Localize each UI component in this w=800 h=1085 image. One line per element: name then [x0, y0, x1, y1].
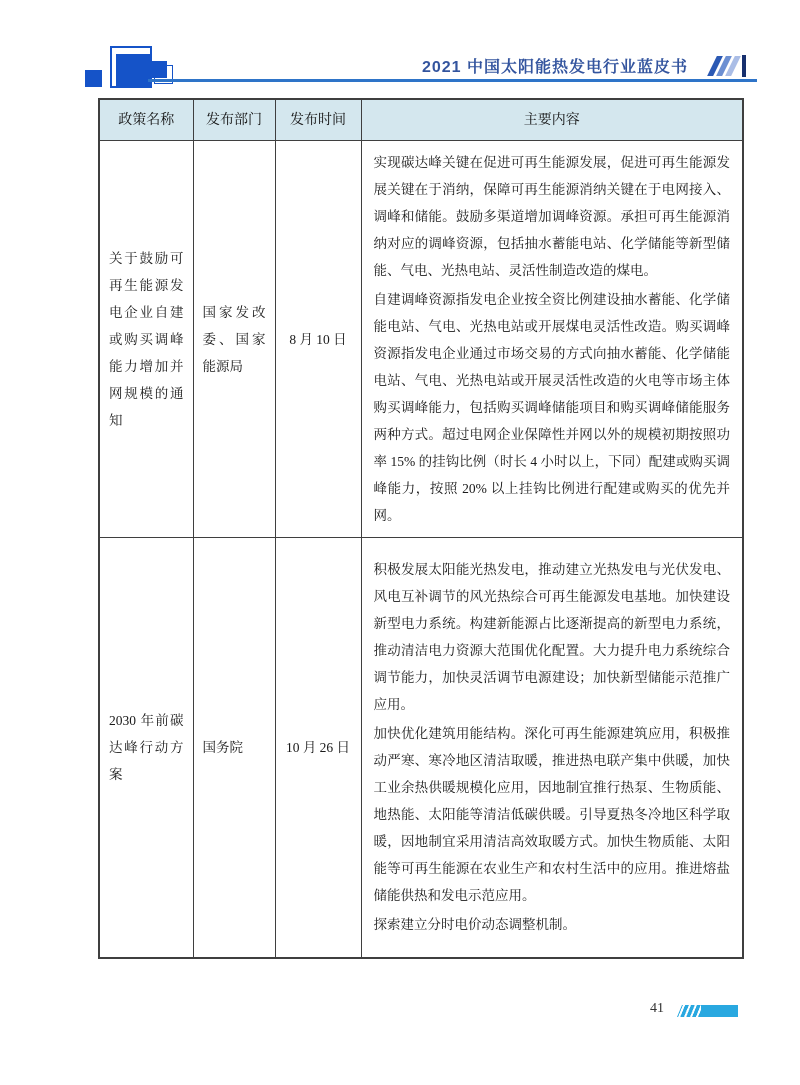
- publish-date-cell: 10 月 26 日: [275, 538, 361, 958]
- table-header-row: [99, 99, 743, 141]
- logo-small-square-right-icon: [150, 61, 167, 78]
- footer-bar-icon: [677, 1005, 738, 1017]
- content-paragraph: 积极发展太阳能光热发电，推动建立光热发电与光伏发电、风电互补调节的风光热综合可再生能源发电基地。加快建设新型电力系统。构建新能源占比逐渐提高的新型电力系统，推动清洁电力资源大范围优化配置。大力提升电力系统综合调节能力，加快灵活调节电源建设；加快新型储能示范推广应用。: [373, 562, 730, 713]
- policy-name-cell: 关于鼓励可再生能源发电企业自建或购买调峰能力增加并网规模的通知: [99, 141, 193, 538]
- column-header-main-content: 主要内容: [361, 99, 743, 141]
- logo-small-square-left-icon: [85, 70, 102, 87]
- header-rule: [148, 79, 757, 82]
- table-row: [99, 538, 743, 958]
- publish-date-cell: 8 月 10 日: [275, 141, 361, 538]
- header-slashes-icon: [712, 55, 746, 77]
- content-paragraph: 探索建立分时电价动态调整机制。: [373, 917, 576, 933]
- column-header-department: 发布部门: [193, 99, 275, 141]
- document-header-title: 2021 中国太阳能热发电行业蓝皮书: [421, 59, 688, 76]
- vertical-bar-icon: [742, 55, 746, 77]
- content-paragraph: 实现碳达峰关键在促进可再生能源发展，促进可再生能源发展关键在于消纳，保障可再生能源消纳关键在于电网接入、调峰和储能。鼓励多渠道增加调峰资源。承担可再生能源消纳对应的调峰资源，包括抽水蓄能电站、化学储能等新型储能、气电、光热电站、灵活性制造改造的煤电。: [373, 155, 730, 278]
- column-header-publish-date: 发布时间: [275, 99, 361, 141]
- publisher-logo: [85, 44, 180, 96]
- logo-solid-square-icon: [116, 54, 150, 88]
- policy-table: [98, 98, 744, 959]
- page-number: 41: [650, 1001, 664, 1016]
- footer-bar-stripes-icon: [677, 1005, 701, 1017]
- content-paragraph: 加快优化建筑用能结构。深化可再生能源建筑应用，积极推动严寒、寒冷地区清洁取暖，推进热电联产集中供暖，加快工业余热供暖规模化应用，因地制宜推行热泵、生物质能、地热能、太阳能等清洁低碳供暖。引导夏热冬冷地区科学取暖，因地制宜采用清洁高效取暖方式。加快生物质能、太阳能等可再生能源在农业生产和农村生活中的应用。推进熔盐储能供热和发电示范应用。: [373, 726, 730, 904]
- table-row: [99, 141, 743, 538]
- column-header-policy-name: 政策名称: [99, 99, 193, 141]
- content-paragraph: 自建调峰资源指发电企业按全资比例建设抽水蓄能、化学储能电站、气电、光热电站或开展煤电灵活性改造。购买调峰资源指发电企业通过市场交易的方式向抽水蓄能、化学储能电站、气电、光热电站或开展灵活性改造的火电等市场主体购买调峰能力，包括购买调峰储能项目和购买调峰储能服务两种方式。超过电网企业保障性并网以外的规模初期按照功率 15% 的挂钩比例（时长 4 小时以上，下同）配建或购买调峰能力，按照 20% 以上挂钩比例进行配建或购买的优先并网。: [373, 292, 730, 523]
- policy-name-cell: 2030 年前碳达峰行动方案: [99, 538, 193, 958]
- main-content-cell: [361, 141, 743, 538]
- main-content-cell: [361, 538, 743, 958]
- department-cell: 国务院: [193, 538, 275, 958]
- department-cell: 国家发改委、国家能源局: [193, 141, 275, 538]
